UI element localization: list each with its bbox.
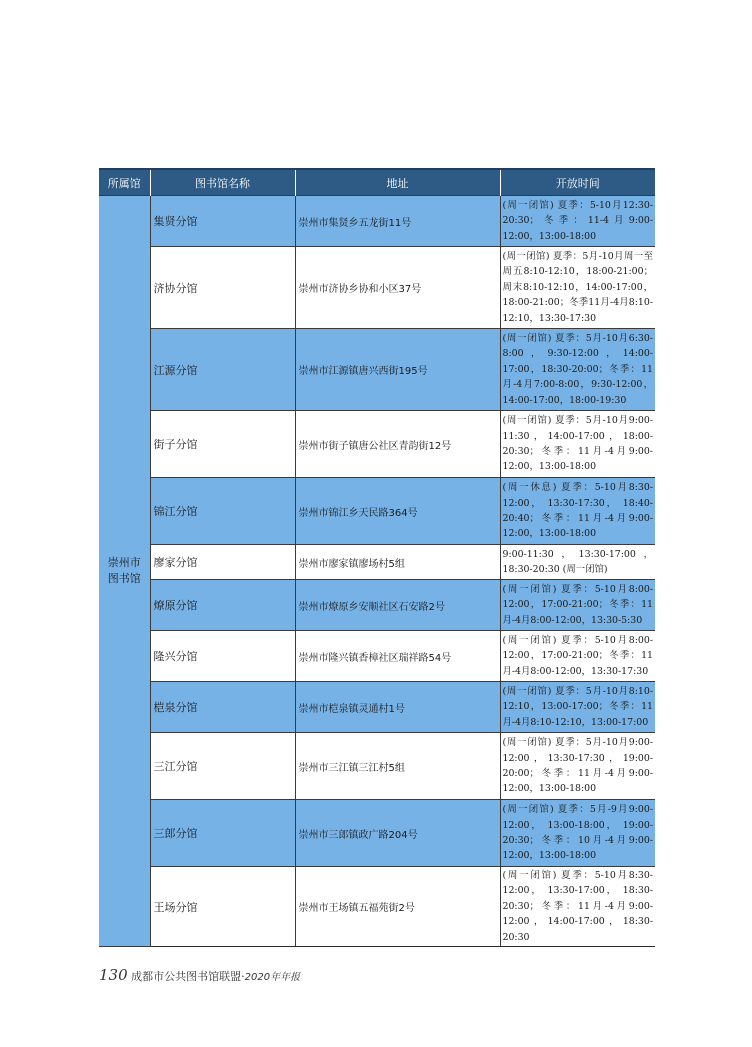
address-cell: 崇州市王场镇五福苑街2号 xyxy=(295,867,500,947)
table-row xyxy=(99,545,655,580)
library-name-cell: 燎原分馆 xyxy=(150,580,295,631)
library-name-cell: 三江分馆 xyxy=(150,733,295,800)
opening-hours-cell: (周一闭馆) 夏季：5月-10月9:00-12:00，13:30-17:30，19:00-20:00；冬季：11月-4月9:00-12:00，13:00-18:00 xyxy=(500,733,655,800)
header-address: 地址 xyxy=(295,169,500,196)
address-cell: 崇州市锦江乡天民路364号 xyxy=(295,478,500,545)
header-opening-hours: 开放时间 xyxy=(500,169,655,196)
table-row xyxy=(99,478,655,545)
opening-hours-cell: (周一闭馆) 夏季：5-10月8:00-12:00，17:00-21:00；冬季：11月-4月8:00-12:00，13:30-5:30 xyxy=(500,580,655,631)
table-row xyxy=(99,196,655,247)
address-cell: 崇州市街子镇唐公社区青韵街12号 xyxy=(295,411,500,478)
opening-hours-cell: (周一闭馆) 夏季：5-10月12:30-20:30；冬季：11-4月9:00-12:00，13:00-18:00 xyxy=(500,196,655,247)
table-row xyxy=(99,733,655,800)
address-cell: 崇州市燎原乡安顺社区石安路2号 xyxy=(295,580,500,631)
page-footer xyxy=(99,966,300,984)
table-row xyxy=(99,682,655,733)
library-table xyxy=(99,168,655,947)
library-name-cell: 三郎分馆 xyxy=(150,800,295,867)
table-row xyxy=(99,411,655,478)
opening-hours-cell: (周一休息) 夏季：5-10月8:30-12:00， 13:30-17:30， 18:40-20:40；冬季：11月-4月9:00-12:00，13:00-18:00 xyxy=(500,478,655,545)
table-row xyxy=(99,329,655,411)
library-name-cell: 集贤分馆 xyxy=(150,196,295,247)
library-name-cell: 锦江分馆 xyxy=(150,478,295,545)
footer-year-report: 2020年年报 xyxy=(244,972,301,983)
library-name-cell: 王场分馆 xyxy=(150,867,295,947)
table-row xyxy=(99,580,655,631)
address-cell: 崇州市三江镇三江村5组 xyxy=(295,733,500,800)
table-row xyxy=(99,800,655,867)
address-cell: 崇州市三郎镇政广路204号 xyxy=(295,800,500,867)
opening-hours-cell: (周一闭馆) 夏季：5月-9月9:00-12:00， 13:00-18:00， 19:00-20:30；冬季：10月-4月9:00-12:00，13:00-18:00 xyxy=(500,800,655,867)
address-cell: 崇州市桤泉镇灵通村1号 xyxy=(295,682,500,733)
address-cell: 崇州市廖家镇廖场村5组 xyxy=(295,545,500,580)
group-affiliation-cell: 崇州市 图书馆 xyxy=(99,196,150,947)
opening-hours-cell: (周一闭馆) 夏季：5月-10月9:00-11:30，14:00-17:00，18:00-20:30；冬季：11月-4月9:00-12:00，13:00-18:00 xyxy=(500,411,655,478)
opening-hours-cell: (周一闭馆) 夏季：5月-10月周一至周五8:10-12:10，18:00-21:00；周末8:10-12:10，14:00-17:00，18:00-21:00；冬季11月-4月8:10-12:10，13:30-17:30 xyxy=(500,247,655,329)
opening-hours-cell: (周一闭馆) 夏季：5-10月8:30-12:00， 13:30-17:00， 18:30-20:30；冬季：11月-4月9:00-12:00，14:00-17:00，18:30-20:30 xyxy=(500,867,655,947)
footer-title: 成都市公共图书馆联盟· xyxy=(131,970,245,983)
library-name-cell: 江源分馆 xyxy=(150,329,295,411)
library-name-cell: 桤泉分馆 xyxy=(150,682,295,733)
page-number: 130 xyxy=(99,966,128,984)
library-name-cell: 济协分馆 xyxy=(150,247,295,329)
address-cell: 崇州市济协乡协和小区37号 xyxy=(295,247,500,329)
opening-hours-cell: (周一闭馆) 夏季：5月-10月6:30-8:00，9:30-12:00，14:00-17:00，18:30-20:00；冬季：11月-4月7:00-8:00，9:30-12:00，14:00-17:00，18:00-19:30 xyxy=(500,329,655,411)
table-header-row xyxy=(99,169,655,196)
address-cell: 崇州市江源镇唐兴西街195号 xyxy=(295,329,500,411)
library-table-container xyxy=(99,168,655,947)
header-affiliation: 所属馆 xyxy=(99,169,150,196)
library-name-cell: 廖家分馆 xyxy=(150,545,295,580)
table-row xyxy=(99,247,655,329)
table-row xyxy=(99,867,655,947)
opening-hours-cell: 9:00-11:30，13:30-17:00，18:30-20:30 (周一闭馆) xyxy=(500,545,655,580)
library-name-cell: 街子分馆 xyxy=(150,411,295,478)
header-library-name: 图书馆名称 xyxy=(150,169,295,196)
table-row xyxy=(99,631,655,682)
opening-hours-cell: (周一闭馆) 夏季：5月-10月8:10-12:10，13:00-17:00；冬季：11月-4月8:10-12:10，13:00-17:00 xyxy=(500,682,655,733)
library-name-cell: 隆兴分馆 xyxy=(150,631,295,682)
opening-hours-cell: (周一闭馆) 夏季：5-10月8:00-12:00，17:00-21:00；冬季：11月-4月8:00-12:00，13:30-17:30 xyxy=(500,631,655,682)
address-cell: 崇州市集贤乡五龙街11号 xyxy=(295,196,500,247)
address-cell: 崇州市隆兴镇香樟社区瑞祥路54号 xyxy=(295,631,500,682)
